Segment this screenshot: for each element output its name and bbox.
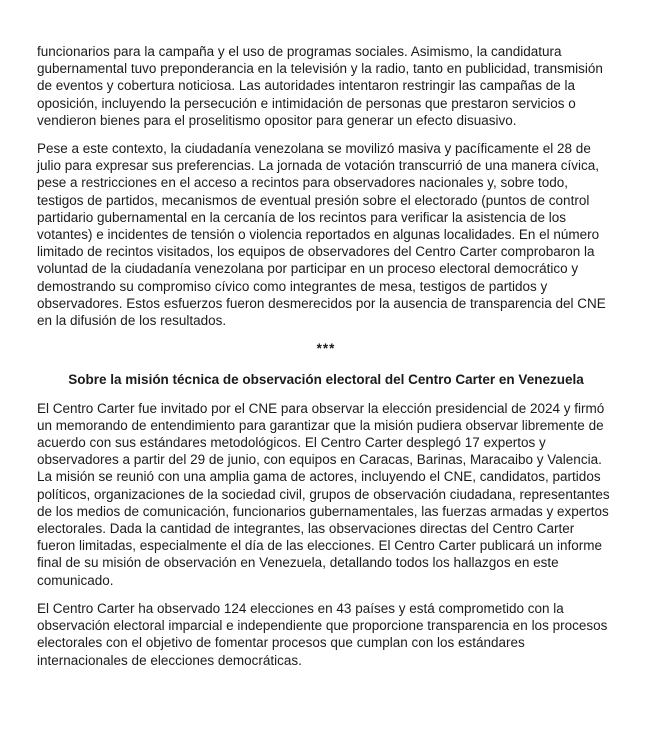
paragraph-voting-day: Pese a este contexto, la ciudadanía venezolana se movilizó masiva y pacíficamente el 28 de julio para expresar sus preferencias. La jornada de votación transcurrió de una manera cívica, pese a restricciones en el acceso a recintos para observadores nacionales y, sobre todo, testigos de partidos, mecanismos de eventual presión sobre el electorado (puntos de control partidario gubernamental en la cercanía de los recintos para verificar la asistencia de los votantes) e incidentes de tensión o violencia reportados en algunas localidades. En el número limitado de recintos visitados, los equipos de observadores del Centro Carter comprobaron la voluntad de la ciudadanía venezolana por participar en un proceso electoral democrático y demostrando su compromiso cívico como integrantes de mesa, testigos de partidos y observadores. Estos esfuerzos fueron desmerecidos por la ausencia de transparencia del CNE en la difusión de los resultados. <box>37 141 606 329</box>
paragraph-carter-center-record: El Centro Carter ha observado 124 elecciones en 43 países y está comprometido con la observación electoral imparcial e independiente que proporcione transparencia en los procesos electorales con el objetivo de fomentar procesos que cumplan con los estándares internacionales de elecciones democráticas. <box>37 600 608 668</box>
paragraph-mission-details: El Centro Carter fue invitado por el CNE para observar la elección presidencial de 2024 y firmó un memorando de entendimiento para garantizar que la misión pudiera observar libremente de acuerdo con sus estándares metodológicos. El Centro Carter desplegó 17 expertos y observadores a partir del 29 de junio, con equipos en Caracas, Barinas, Maracaibo y Valencia. La misión se reunió con una amplia gama de actores, incluyendo el CNE, candidatos, partidos políticos, organizaciones de la sociedad civil, grupos de observación ciudadana, representantes de los medios de comunicación, funcionarios gubernamentales, las fuerzas armadas y expertos electorales. Dada la cantidad de integrantes, las observaciones directas del Centro Carter fueron limitadas, especialmente el día de las elecciones. El Centro Carter publicará un informe final de su misión de observación en Venezuela, detallando todos los hallazgos en este comunicado. <box>37 400 610 588</box>
paragraph-campaign-restrictions: funcionarios para la campaña y el uso de programas sociales. Asimismo, la candidatura gubernamental tuvo preponderancia en la televisión y la radio, tanto en publicidad, transmisión de eventos y cobertura noticiosa. Las autoridades intentaron restringir las campañas de la oposición, incluyendo la persecución e intimidación de personas que prestaron servicios o vendieron bienes para el proselitismo opositor para generar un efecto disuasivo. <box>37 44 603 128</box>
section-heading: Sobre la misión técnica de observación electoral del Centro Carter en Venezuela <box>68 372 584 388</box>
section-separator: *** <box>316 341 336 357</box>
document-body <box>37 43 615 669</box>
